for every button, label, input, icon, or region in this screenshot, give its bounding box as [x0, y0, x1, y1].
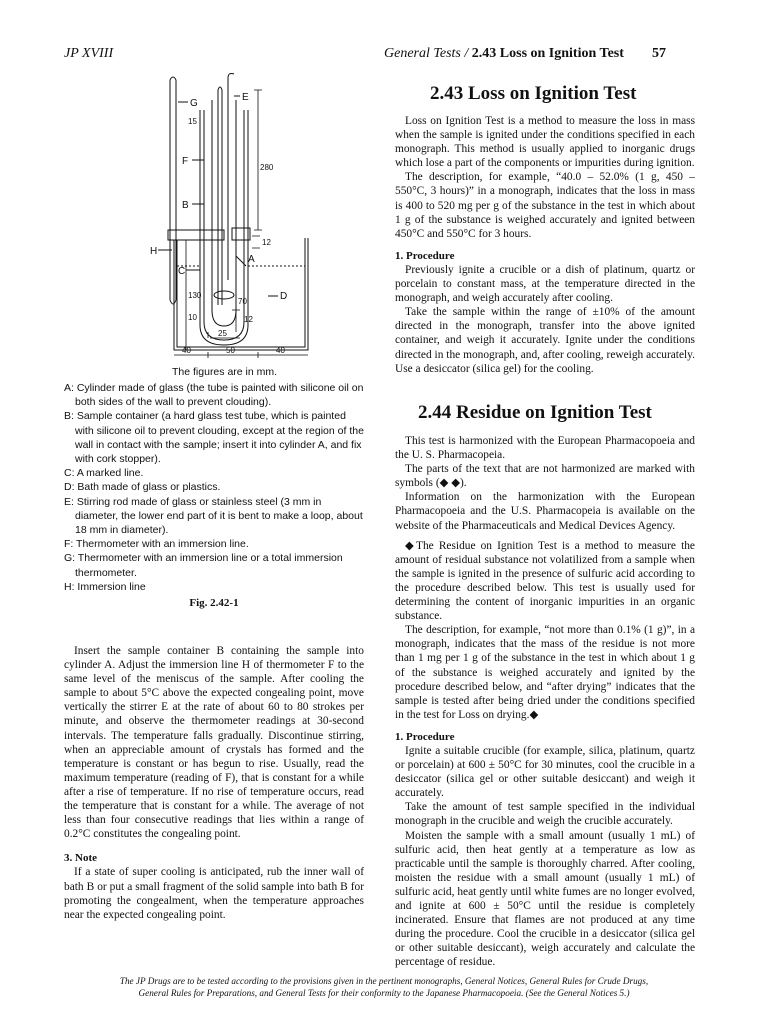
dim-15: 15 [188, 117, 197, 126]
paragraph: The description, for example, “40.0 – 52.0% (1 g, 450 – 550°C, 3 hours)” in a monograph, indicates that the loss in mass is 400 to 520 mg per g of the substance in the test in which about 1 g of the substance is weighed accurately and ignited between 450°C and 550°C for 3 hours. [395, 171, 695, 240]
legend-item: E: Stirring rod made of glass or stainless steel (3 mm in diameter, the lower end part of it is bent to make a loop, about 18 mm in diameter). [64, 495, 363, 537]
paragraph: Take the amount of test sample specified in the individual monograph in the crucible and weigh the crucible accurately. [395, 801, 695, 828]
stirring-loop [214, 291, 234, 299]
running-header-left: JP XVIII [64, 46, 114, 61]
paragraph: Take the sample within the range of ±10% of the amount directed in the monograph, transfer into the above ignited container, and weigh it accurately. Ignite under the conditions directed in the monograph, and, after cooling, reweigh accurately. Use a desiccator (silica gel) for the cooling. [395, 306, 695, 375]
legend-item: F: Thermometer with an immersion line. [64, 538, 249, 551]
footer-line: The JP Drugs are to be tested according to the provisions given in the pertinent monographs, General Notices, General Rules for Crude Drugs, [119, 976, 649, 986]
stirring-rod-e [228, 74, 234, 281]
note-heading: 3. Note [64, 852, 97, 865]
paragraph: Ignite a suitable crucible (for example, silica, platinum, quartz or porcelain) at 600 ± 50°C for 30 minutes, cool the crucible in a desiccator (silica gel or other suitable desiccant) and weigh it accurately. [395, 744, 695, 800]
dim-50: 50 [226, 346, 235, 355]
dim-130: 130 [188, 291, 202, 300]
figure-caption: The figures are in mm. [172, 366, 278, 378]
thermometer-g [170, 77, 176, 304]
paragraph: Moisten the sample with a small amount (usually 1 mL) of sulfuric acid, then heat gently at a temperature as low as practicable until the sample is thoroughly charred. After cooling, moisten the residue with a small amount (usually 1 mL) of sulfuric acid, heat gently until white fumes are no longer evolved, and ignite at 600 ± 50°C until the residue is completely incinerated. Ensure that flames are not produced at any time during the procedure. Cool the crucible in a desiccator (silica gel or other suitable desiccant), weigh accurately and calculate the percentage of residue. [395, 829, 695, 969]
dim-280: 280 [260, 163, 274, 172]
paragraph: ◆The Residue on Ignition Test is a method to measure the amount of residual substance not volatilized from a sample when the sample is ignited in the presence of sulfuric acid according to the procedure described below. This test is usually used for determining the content of inorganic impurities in an organic substance. [395, 539, 695, 623]
figure-label: Fig. 2.42-1 [189, 597, 239, 609]
legend-item: B: Sample container (a hard glass test tube, which is painted with silicone oil to prevent clouding, except at the region of the wall in contact with the sample; insert it into cylinder A, and fix with cork stopper). [64, 410, 364, 466]
page-number: 57 [652, 46, 666, 61]
paragraph: This test is harmonized with the European Pharmacopoeia and the U. S. Pharmacopeia. [395, 435, 695, 462]
figure-legend [64, 381, 364, 594]
dim-12: 12 [262, 238, 271, 247]
section-243-title: 2.43 Loss on Ignition Test [430, 83, 637, 104]
congealing-paragraph: Insert the sample container B containing the sample into cylinder A. Adjust the immersion line H of thermometer F to the same level of the meniscus of the sample. After cooling the sample to about 5°C above the expected congealing point, move vertically the stirrer E at the rate of about 60 to 80 strokes per minute, and observe the thermometer readings at 30-second intervals. The temperature falls gradually. Discontinue stirring, when an appreciable amount of crystals has formed and the temperature is constant or has begun to rise. Usually, read the maximum temperature (reading of F), that is constant for a while after a rise of temperature. If no rise of temperature occurs, read the temperature that is constant for a while. The average of not less than four consecutive readings that lies within a range of 0.2°C constitutes the congealing point. [64, 645, 364, 841]
label-d: D [280, 291, 288, 302]
page-footer [64, 976, 704, 999]
legend-item: C: A marked line. [64, 467, 144, 480]
running-header-right [384, 46, 666, 62]
left-column-text [64, 644, 364, 922]
congealing-apparatus-figure [148, 70, 358, 366]
dim-40a: 40 [182, 346, 191, 355]
procedure-heading: 1. Procedure [395, 249, 455, 262]
paragraph: Information on the harmonization with the European Pharmacopoeia and the U.S. Pharmacopeia is available on the website of the Pharmaceuticals and Medical Devices Agency. [395, 491, 695, 532]
section-243-body [395, 114, 695, 376]
legend-item: A: Cylinder made of glass (the tube is painted with silicone oil on both sides of the wall to prevent clouding). [64, 382, 364, 409]
running-header-section: General Tests / 2.43 Loss on Ignition Test [384, 46, 624, 61]
label-f: F [182, 156, 189, 167]
label-c: C [178, 266, 186, 277]
dim-70: 70 [238, 297, 247, 306]
label-g: G [190, 98, 198, 109]
sample-container-b [212, 100, 236, 326]
label-a: A [248, 254, 255, 265]
dim-40b: 40 [276, 346, 285, 355]
legend-item: G: Thermometer with an immersion line or a total immersion thermometer. [64, 552, 343, 579]
procedure-heading: 1. Procedure [395, 730, 455, 743]
paragraph: The parts of the text that are not harmonized are marked with symbols (◆ ◆). [395, 463, 695, 490]
footer-line: General Rules for Preparations, and General Tests for their conformity to the Japanese Pharmacopoeia. (See the General Notices 5.) [138, 987, 630, 998]
dim-12b: 12 [244, 315, 253, 324]
section-244-body [395, 434, 695, 969]
thermometer-f [218, 87, 222, 305]
dim-10: 10 [188, 313, 197, 322]
legend-item: H: Immersion line [64, 580, 146, 593]
label-e: E [242, 92, 249, 103]
paragraph: Loss on Ignition Test is a method to measure the loss in mass when the sample is ignited under the conditions specified in each monograph. This method is usually applied to inorganic drugs which lose a part of the components or impurities during ignition. [395, 115, 695, 170]
section-244-title: 2.44 Residue on Ignition Test [418, 402, 652, 423]
paragraph: Previously ignite a crucible or a dish of platinum, quartz or porcelain to constant mass, at the temperature directed in the monograph, and weigh accurately after cooling. [395, 263, 695, 305]
note-paragraph: If a state of super cooling is anticipated, rub the inner wall of bath B or put a small fragment of the solid sample into bath B for promoting the congealment, when the temperature approaches near the expected congealing point. [64, 866, 364, 921]
dim-25: 25 [218, 329, 227, 338]
legend-item: D: Bath made of glass or plastics. [64, 481, 221, 494]
paragraph: The description, for example, “not more than 0.1% (1 g)”, in a monograph, indicates that the mass of the residue is not more than 1 mg per 1 g of the substance in the test in which about 1 g of the substance is weighed accurately and ignited by the procedure described below, and “after drying” indicates that the sample is tested after being dried under the conditions specified in the test for Loss on drying.◆ [395, 624, 695, 721]
label-b: B [182, 200, 189, 211]
cork-stopper-right [232, 228, 250, 240]
label-h-left: H [150, 246, 158, 257]
